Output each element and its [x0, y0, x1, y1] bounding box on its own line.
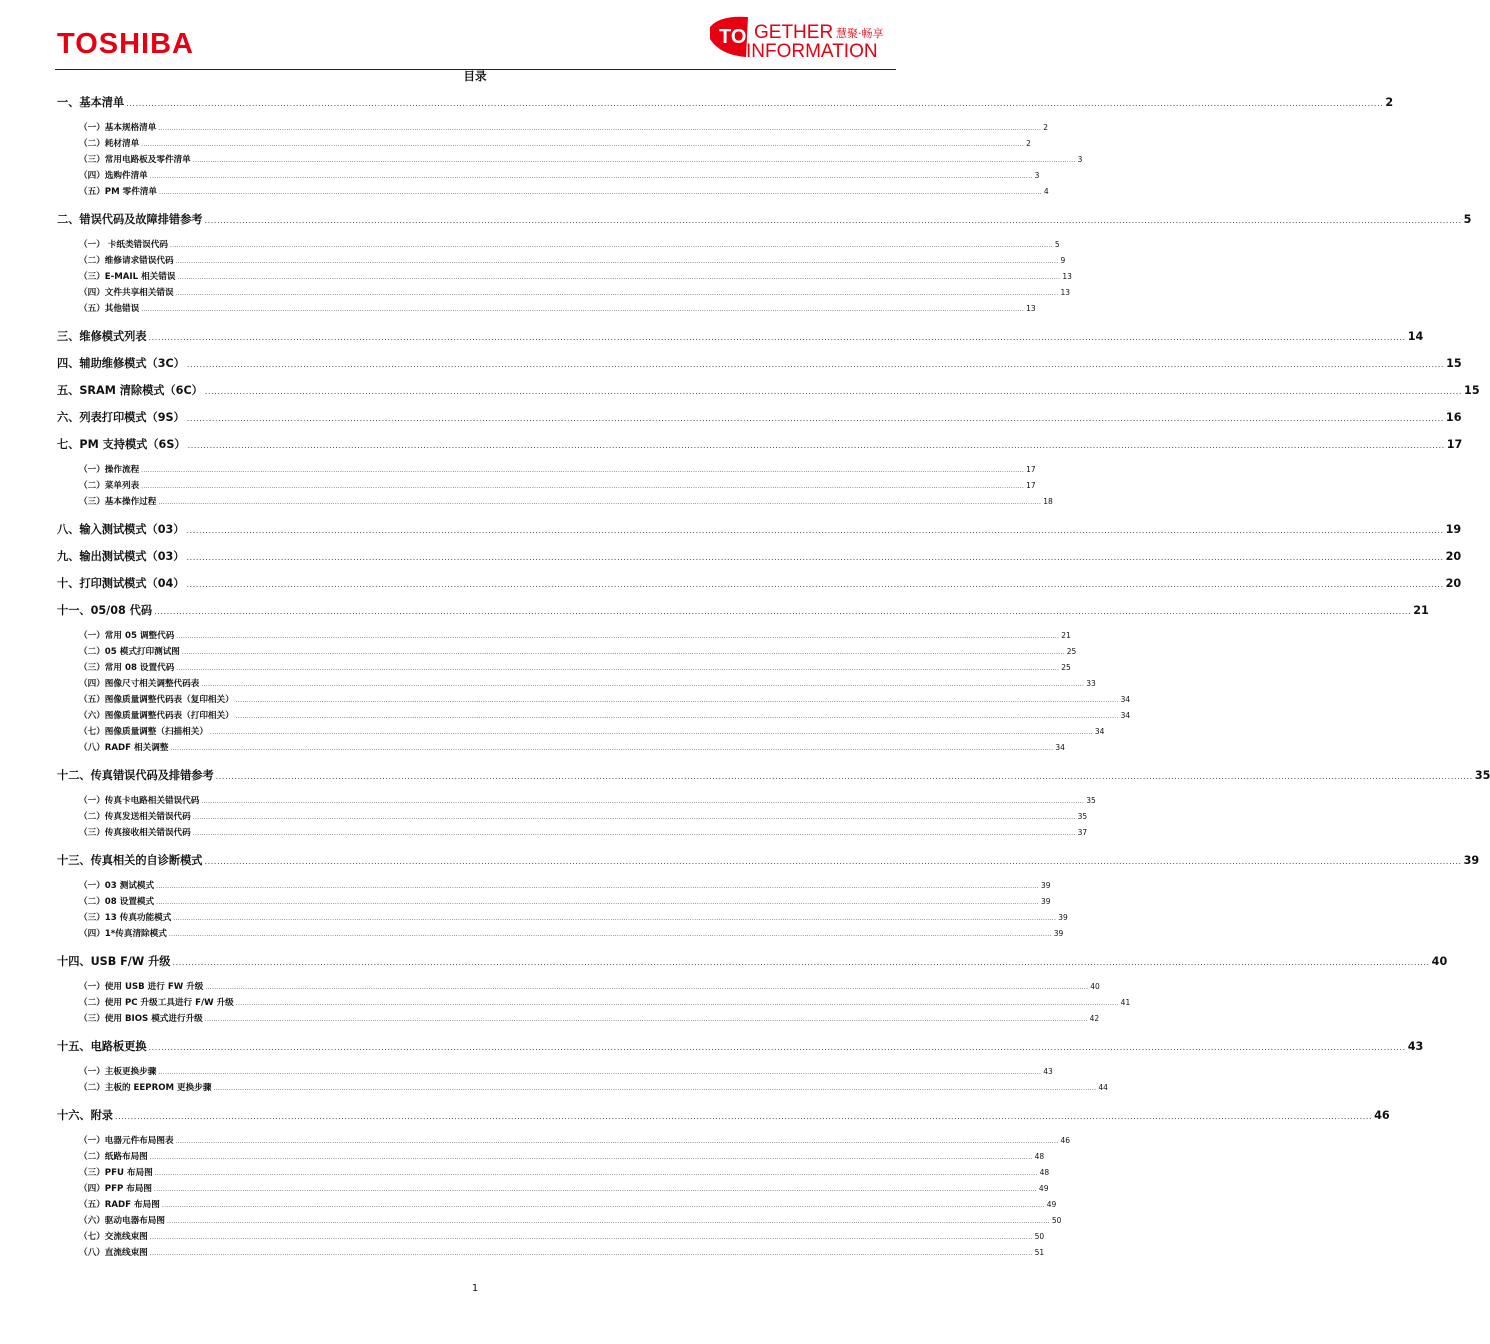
toc-entry-label: （四）图像尺寸相关调整代码表 [79, 679, 200, 689]
toc-entry-page: 5 [1463, 213, 1472, 226]
toc-leader-dots: ................................................................................................................................................................................................................................................................................................................................................................................................................ [141, 306, 1025, 313]
toc-leader-dots: ................................................................................................................................................................................................................................................................................................................................................................................................................ [158, 499, 1042, 506]
toc-leader-dots: ................................................................................................................................................................................................................................................................................................................................................................................................................ [126, 99, 1384, 108]
toc-entry-label: （二）主板的 EEPROM 更换步骤 [79, 1083, 212, 1093]
toc-entry-label: （五）RADF 布局图 [79, 1200, 160, 1210]
toc-leader-dots: ................................................................................................................................................................................................................................................................................................................................................................................................................ [186, 360, 1445, 369]
toc-leader-dots: ................................................................................................................................................................................................................................................................................................................................................................................................................ [201, 681, 1085, 688]
toc-subsection-entry[interactable] [79, 794, 1096, 806]
toc-section-entry[interactable] [57, 211, 1472, 227]
toc-leader-dots: ................................................................................................................................................................................................................................................................................................................................................................................................................ [148, 1043, 1406, 1052]
toc-leader-dots: ................................................................................................................................................................................................................................................................................................................................................................................................................ [149, 1234, 1033, 1241]
toc-entry-label: （二）纸路布局图 [79, 1152, 148, 1162]
toc-leader-dots: ................................................................................................................................................................................................................................................................................................................................................................................................................ [166, 1218, 1050, 1225]
toc-entry-page: 21 [1413, 604, 1429, 617]
toc-entry-page: 43 [1043, 1067, 1053, 1076]
toc-subsection-entry[interactable] [79, 725, 1105, 737]
toc-entry-label: 三、维修模式列表 [57, 330, 147, 343]
toc-entry-page: 25 [1061, 663, 1071, 672]
toc-entry-label: （一）基本规格清单 [79, 123, 157, 133]
toc-leader-dots: ................................................................................................................................................................................................................................................................................................................................................................................................................ [141, 467, 1025, 474]
toc-entry-page: 35 [1086, 796, 1096, 805]
toc-entry-page: 20 [1445, 577, 1462, 590]
toc-entry-label: （一）常用 05 调整代码 [79, 631, 175, 641]
toc-section-entry[interactable] [57, 602, 1429, 618]
toc-entry-page: 25 [1066, 647, 1077, 656]
toc-leader-dots: ................................................................................................................................................................................................................................................................................................................................................................................................................ [149, 1250, 1033, 1257]
toc-leader-dots: ................................................................................................................................................................................................................................................................................................................................................................................................................ [169, 242, 1053, 249]
toc-entry-page: 2 [1385, 96, 1394, 109]
toc-leader-dots: ................................................................................................................................................................................................................................................................................................................................................................................................................ [172, 958, 1430, 967]
toc-subsection-entry[interactable] [79, 810, 1088, 822]
toc-entry-page: 3 [1034, 171, 1040, 180]
page-number: 1 [471, 1283, 479, 1294]
toc-leader-dots: ................................................................................................................................................................................................................................................................................................................................................................................................................ [154, 1170, 1038, 1177]
toc-subsection-entry[interactable] [79, 238, 1060, 250]
toc-subsection-entry[interactable] [79, 302, 1036, 314]
toc-subsection-entry[interactable] [79, 629, 1071, 641]
toc-entry-page: 5 [1054, 240, 1060, 249]
toc-subsection-entry[interactable] [79, 1081, 1108, 1093]
toc-entry-page: 13 [1062, 272, 1072, 281]
toc-entry-page: 39 [1041, 897, 1051, 906]
toc-leader-dots: ................................................................................................................................................................................................................................................................................................................................................................................................................ [114, 1112, 1373, 1121]
toc-leader-dots: ................................................................................................................................................................................................................................................................................................................................................................................................................ [204, 1016, 1088, 1023]
toc-entry-page: 13 [1026, 304, 1036, 313]
toc-subsection-entry[interactable] [79, 645, 1077, 657]
toc-subsection-entry[interactable] [79, 137, 1031, 149]
toc-entry-page: 46 [1060, 1136, 1070, 1145]
toc-leader-dots: ................................................................................................................................................................................................................................................................................................................................................................................................................ [159, 189, 1042, 196]
logo-information-text: INFORMATION [746, 41, 878, 62]
toc-section-entry[interactable] [57, 521, 1462, 537]
toc-entry-page: 15 [1464, 384, 1480, 397]
toc-subsection-entry[interactable] [79, 709, 1131, 721]
toc-entry-page: 37 [1077, 828, 1088, 837]
toc-subsection-entry[interactable] [79, 911, 1068, 923]
toc-entry-label: 一、基本清单 [57, 96, 125, 109]
toc-entry-page: 20 [1445, 550, 1462, 563]
toc-leader-dots: ................................................................................................................................................................................................................................................................................................................................................................................................................ [201, 798, 1085, 805]
toc-entry-label: （八）直流线束图 [79, 1248, 148, 1258]
toc-leader-dots: ................................................................................................................................................................................................................................................................................................................................................................................................................ [204, 387, 1463, 396]
toc-entry-label: （三）PFU 布局图 [79, 1168, 153, 1178]
toc-leader-dots: ................................................................................................................................................................................................................................................................................................................................................................................................................ [154, 1186, 1037, 1193]
toc-subsection-entry[interactable] [79, 1246, 1045, 1258]
toc-entry-label: （二）05 模式打印测试图 [79, 647, 180, 657]
toc-entry-page: 34 [1120, 711, 1131, 720]
toc-entry-label: （五）PM 零件清单 [79, 187, 157, 197]
toc-leader-dots: ................................................................................................................................................................................................................................................................................................................................................................................................................ [192, 830, 1076, 837]
toc-entry-label: （一）传真卡电路相关错误代码 [79, 796, 200, 806]
toc-entry-label: 七、PM 支持模式（6S） [57, 438, 186, 451]
toc-section-entry[interactable] [57, 1038, 1424, 1054]
toc-entry-page: 33 [1086, 679, 1096, 688]
toc-leader-dots: ................................................................................................................................................................................................................................................................................................................................................................................................................ [176, 633, 1060, 640]
toc-leader-dots: ................................................................................................................................................................................................................................................................................................................................................................................................................ [175, 258, 1059, 265]
toc-entry-label: 十五、电路板更换 [57, 1040, 147, 1053]
toc-leader-dots: ................................................................................................................................................................................................................................................................................................................................................................................................................ [181, 649, 1065, 656]
toc-subsection-entry[interactable] [79, 1230, 1045, 1242]
toc-entry-label: （一）03 测试模式 [79, 881, 155, 891]
toc-entry-page: 15 [1446, 357, 1462, 370]
toc-leader-dots: ................................................................................................................................................................................................................................................................................................................................................................................................................ [235, 697, 1119, 704]
toc-entry-page: 34 [1055, 743, 1065, 752]
toc-subsection-entry[interactable] [79, 121, 1049, 133]
toc-leader-dots: ................................................................................................................................................................................................................................................................................................................................................................................................................ [186, 580, 1444, 589]
toc-section-entry[interactable] [57, 852, 1480, 868]
toc-entry-label: （一）电器元件布局图表 [79, 1136, 174, 1146]
toc-subsection-entry[interactable] [79, 980, 1100, 992]
toc-leader-dots: ................................................................................................................................................................................................................................................................................................................................................................................................................ [187, 441, 1445, 450]
toc-section-entry[interactable] [57, 953, 1448, 969]
toc-entry-page: 2 [1043, 123, 1049, 132]
toc-entry-page: 34 [1094, 727, 1105, 736]
toshiba-logo: TOSHIBA [57, 28, 194, 60]
toc-entry-page: 35 [1474, 769, 1490, 782]
toc-subsection-entry[interactable] [79, 1150, 1045, 1162]
toc-entry-page: 50 [1051, 1216, 1062, 1225]
toc-entry-label: 十二、传真错误代码及排错参考 [57, 769, 214, 782]
toc-entry-page: 35 [1077, 812, 1088, 821]
toc-subsection-entry[interactable] [79, 826, 1088, 838]
toc-leader-dots: ................................................................................................................................................................................................................................................................................................................................................................................................................ [204, 857, 1462, 866]
toc-subsection-entry[interactable] [79, 169, 1040, 181]
toc-leader-dots: ................................................................................................................................................................................................................................................................................................................................................................................................................ [161, 1202, 1045, 1209]
toc-subsection-entry[interactable] [79, 1182, 1049, 1194]
toc-leader-dots: ................................................................................................................................................................................................................................................................................................................................................................................................................ [235, 713, 1119, 720]
toc-section-entry[interactable] [57, 436, 1463, 452]
toc-leader-dots: ................................................................................................................................................................................................................................................................................................................................................................................................................ [235, 1000, 1119, 1007]
toc-entry-label: 九、输出测试模式（03） [57, 550, 185, 563]
toc-entry-label: （三）E-MAIL 相关错误 [79, 272, 176, 282]
toc-entry-label: （五）其他错误 [79, 304, 140, 314]
toc-leader-dots: ................................................................................................................................................................................................................................................................................................................................................................................................................ [168, 931, 1052, 938]
toc-entry-page: 39 [1463, 854, 1480, 867]
toc-entry-label: 十四、USB F/W 升级 [57, 955, 171, 968]
toc-entry-label: （一）主板更换步骤 [79, 1067, 157, 1077]
toc-entry-label: （三）常用 08 设置代码 [79, 663, 175, 673]
toc-section-entry[interactable] [57, 1107, 1390, 1123]
toc-entry-page: 40 [1431, 955, 1448, 968]
toc-entry-page: 34 [1120, 695, 1131, 704]
toc-entry-page: 14 [1407, 330, 1424, 343]
toc-leader-dots: ................................................................................................................................................................................................................................................................................................................................................................................................................ [173, 915, 1057, 922]
toc-entry-page: 17 [1446, 438, 1463, 451]
toc-entry-label: （三）传真接收相关错误代码 [79, 828, 191, 838]
toc-leader-dots: ................................................................................................................................................................................................................................................................................................................................................................................................................ [186, 526, 1444, 535]
toc-entry-page: 48 [1039, 1168, 1050, 1177]
toc-entry-page: 19 [1445, 523, 1462, 536]
toc-entry-page: 43 [1407, 1040, 1424, 1053]
logo-to-text: TO [719, 26, 747, 48]
toc-entry-page: 46 [1374, 1109, 1390, 1122]
toc-entry-page: 16 [1445, 411, 1462, 424]
toc-leader-dots: ................................................................................................................................................................................................................................................................................................................................................................................................................ [158, 125, 1042, 132]
toc-entry-page: 40 [1090, 982, 1100, 991]
toc-entry-label: 十六、附录 [57, 1109, 113, 1122]
toc-leader-dots: ................................................................................................................................................................................................................................................................................................................................................................................................................ [149, 173, 1033, 180]
toc-leader-dots: ................................................................................................................................................................................................................................................................................................................................................................................................................ [209, 729, 1093, 736]
toc-entry-page: 41 [1120, 998, 1131, 1007]
toc-entry-label: （三）使用 BIOS 模式进行升级 [79, 1014, 203, 1024]
toc-entry-label: （七）图像质量调整（扫描相关） [79, 727, 208, 737]
toc-leader-dots: ................................................................................................................................................................................................................................................................................................................................................................................................................ [141, 141, 1025, 148]
toc-entry-label: 二、错误代码及故障排错参考 [57, 213, 203, 226]
toc-section-entry[interactable] [57, 575, 1462, 591]
toc-subsection-entry[interactable] [79, 895, 1051, 907]
toc-entry-label: （一）使用 USB 进行 FW 升级 [79, 982, 204, 992]
toc-section-entry[interactable] [57, 94, 1394, 110]
toc-entry-label: 四、辅助维修模式（3C） [57, 357, 185, 370]
toc-entry-label: （二）耗材清单 [79, 139, 140, 149]
toc-entry-label: （二）使用 PC 升级工具进行 F/W 升级 [79, 998, 234, 1008]
toc-entry-page: 39 [1058, 913, 1068, 922]
logo-gether-text: GETHER [754, 22, 834, 43]
toc-subsection-entry[interactable] [79, 927, 1064, 939]
toc-entry-label: （四）PFP 布局图 [79, 1184, 153, 1194]
toc-entry-page: 21 [1061, 631, 1071, 640]
toc-subsection-entry[interactable] [79, 1065, 1053, 1077]
toc-entry-label: 十三、传真相关的自诊断模式 [57, 854, 203, 867]
toc-subsection-entry[interactable] [79, 479, 1036, 491]
toc-entry-label: （二）传真发送相关错误代码 [79, 812, 191, 822]
toc-section-entry[interactable] [57, 548, 1462, 564]
toc-entry-label: 六、列表打印模式（9S） [57, 411, 185, 424]
toc-leader-dots: ................................................................................................................................................................................................................................................................................................................................................................................................................ [141, 483, 1025, 490]
toc-subsection-entry[interactable] [79, 254, 1066, 266]
toc-entry-label: 十一、05/08 代码 [57, 604, 153, 617]
toc-leader-dots: ................................................................................................................................................................................................................................................................................................................................................................................................................ [175, 290, 1059, 297]
toc-section-entry[interactable] [57, 409, 1462, 425]
toc-entry-page: 2 [1026, 139, 1031, 148]
toc-entry-label: （四）选购件清单 [79, 171, 148, 181]
toc-leader-dots: ................................................................................................................................................................................................................................................................................................................................................................................................................ [154, 607, 1412, 616]
toc-entry-label: （七）交流线束图 [79, 1232, 148, 1242]
toc-subsection-entry[interactable] [79, 1166, 1050, 1178]
toc-subsection-entry[interactable] [79, 1012, 1100, 1024]
toc-subsection-entry[interactable] [79, 661, 1071, 673]
toc-entry-label: （二）08 设置模式 [79, 897, 155, 907]
toc-leader-dots: ................................................................................................................................................................................................................................................................................................................................................................................................................ [192, 814, 1076, 821]
toc-subsection-entry[interactable] [79, 693, 1131, 705]
toc-leader-dots: ................................................................................................................................................................................................................................................................................................................................................................................................................ [158, 1069, 1042, 1076]
toc-entry-label: 五、SRAM 清除模式（6C） [57, 384, 203, 397]
toc-leader-dots: ................................................................................................................................................................................................................................................................................................................................................................................................................ [176, 665, 1060, 672]
toc-leader-dots: ................................................................................................................................................................................................................................................................................................................................................................................................................ [205, 984, 1089, 991]
toc-leader-dots: ................................................................................................................................................................................................................................................................................................................................................................................................................ [156, 883, 1039, 890]
toc-entry-label: （六）图像质量调整代码表（打印相关） [79, 711, 234, 721]
toc-subsection-entry[interactable] [79, 153, 1083, 165]
toc-entry-page: 42 [1089, 1014, 1100, 1023]
toc-entry-label: （二）菜单列表 [79, 481, 140, 491]
toc-entry-page: 48 [1034, 1152, 1045, 1161]
toc-entry-label: （六）驱动电器布局图 [79, 1216, 165, 1226]
toc-subsection-entry[interactable] [79, 286, 1070, 298]
toc-leader-dots: ................................................................................................................................................................................................................................................................................................................................................................................................................ [192, 157, 1076, 164]
toc-subsection-entry[interactable] [79, 185, 1049, 197]
toc-subsection-entry[interactable] [79, 879, 1051, 891]
toc-subsection-entry[interactable] [79, 741, 1065, 753]
toc-leader-dots: ................................................................................................................................................................................................................................................................................................................................................................................................................ [148, 333, 1406, 342]
toc-entry-page: 18 [1043, 497, 1053, 506]
toc-entry-page: 44 [1098, 1083, 1108, 1092]
toc-section-entry[interactable] [57, 328, 1424, 344]
toc-leader-dots: ................................................................................................................................................................................................................................................................................................................................................................................................................ [213, 1085, 1097, 1092]
toc-leader-dots: ................................................................................................................................................................................................................................................................................................................................................................................................................ [186, 414, 1444, 423]
toc-entry-page: 3 [1077, 155, 1083, 164]
toc-subsection-entry[interactable] [79, 677, 1096, 689]
toc-section-entry[interactable] [57, 767, 1490, 783]
toc-entry-page: 39 [1053, 929, 1064, 938]
toc-leader-dots: ................................................................................................................................................................................................................................................................................................................................................................................................................ [186, 553, 1444, 562]
toc-subsection-entry[interactable] [79, 270, 1072, 282]
toc-leader-dots: ................................................................................................................................................................................................................................................................................................................................................................................................................ [175, 1138, 1059, 1145]
toc-section-entry[interactable] [57, 355, 1462, 371]
toc-entry-page: 17 [1026, 481, 1036, 490]
toc-entry-page: 49 [1038, 1184, 1049, 1193]
toc-leader-dots: ................................................................................................................................................................................................................................................................................................................................................................................................................ [156, 899, 1039, 906]
toc-entry-page: 9 [1060, 256, 1066, 265]
toc-subsection-entry[interactable] [79, 463, 1036, 475]
toc-leader-dots: ................................................................................................................................................................................................................................................................................................................................................................................................................ [149, 1154, 1033, 1161]
toc-leader-dots: ................................................................................................................................................................................................................................................................................................................................................................................................................ [170, 745, 1054, 752]
toc-entry-page: 39 [1041, 881, 1051, 890]
toc-subsection-entry[interactable] [79, 1214, 1062, 1226]
toc-entry-label: （一）操作流程 [79, 465, 140, 475]
toc-entry-page: 4 [1043, 187, 1049, 196]
toc-subsection-entry[interactable] [79, 996, 1131, 1008]
logo-cn-text: 慧聚·畅享 [836, 27, 884, 40]
toc-entry-label: （三）13 传真功能模式 [79, 913, 172, 923]
toc-entry-label: （八）RADF 相关调整 [79, 743, 169, 753]
toc-entry-label: （二）维修请求错误代码 [79, 256, 174, 266]
toc-subsection-entry[interactable] [79, 1198, 1057, 1210]
toc-leader-dots: ................................................................................................................................................................................................................................................................................................................................................................................................................ [177, 274, 1061, 281]
toc-leader-dots: ................................................................................................................................................................................................................................................................................................................................................................................................................ [215, 772, 1473, 781]
toc-subsection-entry[interactable] [79, 495, 1053, 507]
toc-entry-label: （五）图像质量调整代码表（复印相关） [79, 695, 234, 705]
toc-entry-label: （三）常用电路板及零件清单 [79, 155, 191, 165]
toc-entry-page: 50 [1034, 1232, 1045, 1241]
toc-title: 目录 [463, 69, 487, 83]
toc-entry-label: （四）1*传真清除模式 [79, 929, 167, 939]
toc-subsection-entry[interactable] [79, 1134, 1070, 1146]
toc-leader-dots: ................................................................................................................................................................................................................................................................................................................................................................................................................ [204, 216, 1462, 225]
toc-entry-page: 13 [1060, 288, 1070, 297]
toc-entry-label: 十、打印测试模式（04） [57, 577, 185, 590]
toc-entry-label: 八、输入测试模式（03） [57, 523, 185, 536]
toc-entry-page: 17 [1026, 465, 1036, 474]
toc-entry-label: （三）基本操作过程 [79, 497, 157, 507]
toc-entry-page: 49 [1046, 1200, 1057, 1209]
toc-entry-label: （一） 卡纸类错误代码 [79, 240, 168, 250]
toc-section-entry[interactable] [57, 382, 1480, 398]
toc-entry-page: 51 [1034, 1248, 1045, 1257]
toc-entry-label: （四）文件共享相关错误 [79, 288, 174, 298]
